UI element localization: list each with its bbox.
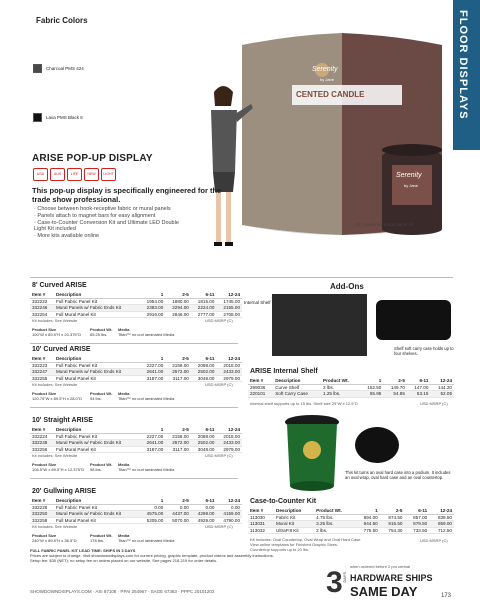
counter-msrp: USD MSRP (C) [420,538,448,543]
table-cell: 53.15 [407,391,431,398]
shelf-table [248,378,454,398]
spec-label: Product Size [32,391,57,396]
table-cell: 332223 [30,362,54,369]
table-row [30,311,242,318]
table-cell: 144.20 [430,384,454,391]
column-header: 12-24 [216,427,242,433]
table-cell: 3187.00 [140,446,166,453]
table-cell: UltraP.8 Kit [274,527,314,534]
column-header: Product Wt. [314,508,355,514]
column-header: 2-5 [380,508,405,514]
lead-time: FULL FABRIC PANEL KIT LEAD TIME: SHIPS IN 3 DAYS [30,548,136,553]
table-cell: Mural Panels w/ Fabric Ends Kit [54,305,140,312]
page-number: 173 [441,593,452,599]
table-cell: Soft Carry Case [273,391,321,398]
table-cell: Full Mural Panel Kit [54,517,140,524]
table-cell: 2502.00 [191,440,217,447]
table-cell: 1954.00 [140,298,166,305]
table-cell: 3.25 lbs. [314,521,355,528]
setup-fee-note: Setup fee: $35 (NET), no setup fee on orders placed on our website. See pages 218-219 for order details. [30,558,218,563]
table-cell: 2227.00 [140,362,166,369]
usa-icon: USA [33,168,48,181]
table-cell: Full Mural Panel Kit [54,375,140,382]
table-cell: 859.00 [429,521,454,528]
table-cell: 55.95 [360,391,384,398]
display-illustration [232,30,450,245]
table-cell: Mural Panels w/ Fabric Ends Kit [54,440,140,447]
table-cell: 4437.00 [165,511,191,518]
spec-label: Media [118,462,130,467]
oval-top-photo [352,420,402,470]
ship-badge [326,564,458,604]
table-cell: 2018.00 [216,433,242,440]
spec-weight [90,391,112,401]
msrp-note: USD MSRP (C) [205,382,233,387]
table-cell: 894.00 [355,514,380,521]
carry-case-photo [376,300,451,340]
kit-includes: Kit includes: See Website [32,318,78,323]
table-cell: 2 lbs. [314,527,355,534]
table-cell: 754.30 [380,527,405,534]
table-cell: 2572.00 [165,369,191,376]
kit-includes: Kit includes: See Website [32,524,78,529]
table-cell: 2979.00 [216,375,242,382]
spec-label: Media [118,391,130,396]
black-swatch [33,113,42,122]
table-cell: 54.85 [383,391,407,398]
table-cell: 3117.00 [165,446,191,453]
table-cell: 2224.00 [191,305,217,312]
product-title: ARISE POP-UP DISPLAY [32,153,153,164]
table-cell: Mural Panels w/ Fabric Ends Kit [54,511,140,518]
price-table [30,292,242,318]
price-note: Prices are subject to change. Visit showdowndisplays.com for current pricing, graphic template, product videos and assembly instructions. [30,553,274,558]
spec-value: 94 lbs. [90,396,102,401]
table-cell: 2227.00 [140,433,166,440]
spec-value: 65.25 lbs. [90,332,108,337]
table-cell: 113032 [248,527,274,534]
product-description: This pop-up display is specifically engineered for the trade show professional. [32,186,222,204]
table-cell: 299036 [248,384,273,391]
spec-label: Product Size [32,533,57,538]
feature-list [34,206,244,240]
column-header: Item # [30,498,54,504]
case-byjane: by Jane [404,183,419,188]
feature-item: · Panels attach to magnet bars for easy alignment [34,212,156,219]
footer-bar: SHOWDOWNDISPLAYS.COM · ASI 87108 · PPAI 254967 · SAGE 67363 · PPPC 20101202 [30,589,215,594]
column-header: Description [54,356,140,362]
table-cell: 1.25 lbs. [321,391,360,398]
spec-weight [90,327,112,337]
column-header: 12-24 [216,292,242,298]
table-cell: 147.00 [407,384,431,391]
table-cell: 775.50 [355,527,380,534]
table-row [248,391,454,398]
price-table [30,498,242,524]
table-cell: 5205.00 [140,517,166,524]
table-cell: 0.00 [140,504,166,511]
sidebar [453,0,480,614]
table-cell: 5070.00 [165,517,191,524]
spec-label: Product Wt. [90,391,113,396]
feature-item: · More kits available online [34,233,100,240]
section-divider [30,343,238,344]
table-cell: 4.75 lbs. [314,514,355,521]
spec-label: Product Size [32,327,57,332]
table-row [30,446,242,453]
spec-value: 240"W x 89.5"H x 36.5"D [32,538,77,543]
column-header: Item # [30,292,54,298]
ship-days-number: 3 [326,566,343,599]
table-cell: 152.50 [360,384,384,391]
table-cell: 332248 [30,440,54,447]
table-cell: 874.50 [380,514,405,521]
table-cell: 332250 [30,511,54,518]
table-cell: 0.00 [216,504,242,511]
counter-note: View online templates for Finished Graphic Sizes. [250,541,338,547]
table-cell: Full Fabric Panel Kit [54,362,140,369]
table-cell: 3048.00 [191,375,217,382]
spec-value: 98 lbs. [90,467,102,472]
case-serenity: Serenity [396,172,422,179]
charcoal-swatch [33,64,42,73]
table-cell: 332247 [30,369,54,376]
table-cell: 2502.00 [191,369,217,376]
column-header: 1 [140,427,166,433]
spec-value: 100"W x 89.5"H x 20.375"D [32,332,81,337]
new-icon: NEW [84,168,99,181]
table-cell: 2158.00 [165,362,191,369]
column-header: Item # [30,427,54,433]
ship-when: when ordered before 2 pm central [350,564,411,569]
table-cell: 3117.00 [165,375,191,382]
table-cell: 332246 [30,305,54,312]
table-cell: 2572.00 [165,440,191,447]
spec-value: Titan™ no curl laminated Media [118,467,175,472]
shelf-msrp: USD MSRP (C) [420,401,448,406]
table-cell: 1745.00 [216,298,242,305]
column-header: Description [274,508,314,514]
table-cell: 2294.00 [165,305,191,312]
table-cell: 944.50 [355,521,380,528]
table-cell: 3187.00 [140,375,166,382]
spec-value: 120.75"W x 89.5"H x 28.0"D [32,396,83,401]
column-header: Item # [30,356,54,362]
table-cell: 2018.00 [216,362,242,369]
table-cell: 733.50 [404,527,429,534]
column-header: 6-11 [191,356,217,362]
column-header: 2-5 [165,292,191,298]
section-divider [30,277,453,278]
feature-item: · Case-to-Counter Conversion Kit and Ultimate LED Double [34,219,179,226]
column-header: 1 [140,498,166,504]
section-divider [30,407,238,408]
column-header: Description [273,378,321,384]
table-row [248,527,454,534]
spec-media [118,462,174,472]
shelf-photo [272,294,367,356]
table-cell: Full Fabric Panel Kit [54,433,140,440]
section-title: 10' Curved ARISE [32,346,91,353]
fabric-colors-title: Fabric Colors [36,16,88,25]
price-table [30,356,242,382]
column-header: Description [54,498,140,504]
table-cell: Full Mural Panel Kit [54,311,140,318]
table-cell: Full Mural Panel Kit [54,446,140,453]
table-cell: 332255 [30,375,54,382]
spec-label: Product Wt. [90,462,113,467]
spec-size [32,533,77,543]
spec-value: Titan™ no curl laminated Media [118,538,175,543]
table-cell: 2846.00 [165,311,191,318]
column-header: 12-24 [429,508,454,514]
black-label: Lava PMS Black 6 [46,115,83,120]
table-cell: 52.05 [430,391,454,398]
table-cell: 4790.00 [216,517,242,524]
column-header: 12-24 [216,356,242,362]
table-cell: 332254 [30,311,54,318]
table-cell: 332224 [30,433,54,440]
section-title: 8' Curved ARISE [32,282,87,289]
table-cell: 0.00 [191,504,217,511]
table-cell: 332258 [30,517,54,524]
banner-candle: CENTED CANDLE [296,90,365,99]
column-header: 6-11 [407,378,431,384]
table-cell: Full Fabric Panel Kit [54,504,140,511]
table-cell: 332222 [30,298,54,305]
column-header: Product Wt. [321,378,360,384]
table-cell: 2383.00 [140,305,166,312]
banner-byjane: by Jane [320,77,335,82]
price-table [30,427,242,453]
section-title: 10' Straight ARISE [32,417,93,424]
ship-days-label: DAYS [342,572,347,583]
section-title: 20' Gullwing ARISE [32,488,97,495]
msrp-note: USD MSRP (C) [205,453,233,458]
table-cell: 0.00 [165,504,191,511]
column-header: 6-11 [191,498,217,504]
podium-photo [282,414,342,494]
column-header: Item # [248,378,273,384]
table-cell: 2916.00 [140,311,166,318]
column-header: 2-5 [165,356,191,362]
table-cell: 4159.00 [216,511,242,518]
podium-caption: This kit turns an oval hard case into a podium. It includes an oval wrap, oval hard case and an oval countertop. [345,470,451,481]
section-tab-label: FLOOR DISPLAYS [457,10,469,120]
table-cell: Fabric Kit [274,514,314,521]
charcoal-label: Charcoal PMS 424 [46,66,84,71]
table-cell: 879.50 [404,521,429,528]
table-cell: 113030 [248,514,274,521]
table-cell: 857.00 [404,514,429,521]
table-cell: 220101 [248,391,273,398]
table-cell: 4298.00 [191,511,217,518]
table-cell: 3048.00 [191,446,217,453]
counter-title: Case-to-Counter Kit [250,498,317,505]
column-header: 6-11 [404,508,429,514]
column-header: 2-5 [383,378,407,384]
carry-case-caption: Shelf soft carry case holds up to four shelves. [394,346,454,356]
spec-label: Media [118,327,130,332]
table-cell: 2979.00 [216,446,242,453]
counter-note: Countertop supports up to 20 lbs. [250,546,310,552]
ship-line2: SAME DAY [350,584,418,599]
table-cell: 2158.00 [165,433,191,440]
addons-title: Add-Ons [330,282,364,291]
warranty-icon: LIFE [67,168,82,181]
column-header: 1 [140,292,166,298]
table-cell: 2088.00 [191,362,217,369]
table-cell: 1880.00 [165,298,191,305]
spec-value: 178 lbs. [90,538,105,543]
counter-table [248,508,454,534]
spec-value: Titan™ no curl laminated Media [118,396,175,401]
spec-label: Product Wt. [90,327,113,332]
table-cell: 2708.00 [216,311,242,318]
table-row [30,517,242,524]
spec-weight [90,462,112,472]
ship-line1: HARDWARE SHIPS [350,573,433,583]
spec-label: Product Size [32,462,57,467]
table-cell: 915.50 [380,521,405,528]
spec-label: Product Wt. [90,533,113,538]
table-cell: 2641.00 [140,369,166,376]
table-cell: Mural Panels w/ Fabric Ends Kit [54,369,140,376]
section-tab [453,0,480,150]
table-cell: 1815.00 [191,298,217,305]
table-cell: 2433.00 [216,369,242,376]
spec-media [118,533,174,543]
table-cell: 2088.00 [191,433,217,440]
table-cell: 113031 [248,521,274,528]
table-cell: Curve Shelf [273,384,321,391]
column-header: 12-24 [216,498,242,504]
spec-size [32,327,81,337]
table-cell: Mural Kit [274,521,314,528]
spec-label: Media [118,533,130,538]
display-caption: 10' curved full mural panel kit [355,222,414,227]
column-header: 1 [360,378,384,384]
column-header: 6-11 [191,292,217,298]
column-header: 2-5 [165,427,191,433]
spec-size [32,462,84,472]
msrp-note: USD MSRP (C) [205,524,233,529]
aus-icon: AUS [50,168,65,181]
feature-icons [33,168,116,181]
table-cell: 2641.00 [140,440,166,447]
table-cell: 332226 [30,504,54,511]
table-cell: 4929.00 [191,517,217,524]
counter-note: Kit Includes: Oval Countertop, Oval Wrap and Oval Hard Case [250,537,361,542]
spec-media [118,327,174,337]
table-cell: Full Fabric Panel Kit [54,298,140,305]
table-row [30,375,242,382]
table-cell: 2155.00 [216,305,242,312]
internal-shelf-label: Internal Shelf [244,300,271,305]
feature-item: Light Kit included [34,226,76,233]
table-cell: 712.50 [429,527,454,534]
kit-includes: Kit includes: See Website [32,453,78,458]
table-cell: 2777.00 [191,311,217,318]
table-cell: 3 lbs. [321,384,360,391]
feature-item: · Choose between hook-receptive fabric or mural panels [34,206,171,212]
spec-size [32,391,82,401]
spec-weight [90,533,112,543]
banner-serenity: Serenity [312,66,338,73]
spec-value: 106.5"W x 89.5"H x 12.375"D [32,467,85,472]
table-cell: 839.50 [429,514,454,521]
msrp-note: USD MSRP (C) [205,318,233,323]
shelf-note: Internal shelf supports up to 15 lbs. Shelf size 29"W x 12.5"D [250,401,358,406]
section-divider [30,478,238,479]
table-cell: 2433.00 [216,440,242,447]
footer-info [30,548,280,563]
column-header: 1 [355,508,380,514]
column-header: 6-11 [191,427,217,433]
table-cell: 4575.00 [140,511,166,518]
spec-value: Titan™ no curl laminated Media [118,332,175,337]
column-header: Description [54,427,140,433]
light-icon: LIGHT [101,168,116,181]
kit-includes: Kit includes: See Website [32,382,78,387]
column-header: 2-5 [165,498,191,504]
column-header: 1 [140,356,166,362]
column-header: 12-24 [430,378,454,384]
spec-media [118,391,174,401]
column-header: Description [54,292,140,298]
table-cell: 332256 [30,446,54,453]
shelf-title: ARISE Internal Shelf [250,368,318,375]
table-cell: 149.70 [383,384,407,391]
column-header: Item # [248,508,274,514]
